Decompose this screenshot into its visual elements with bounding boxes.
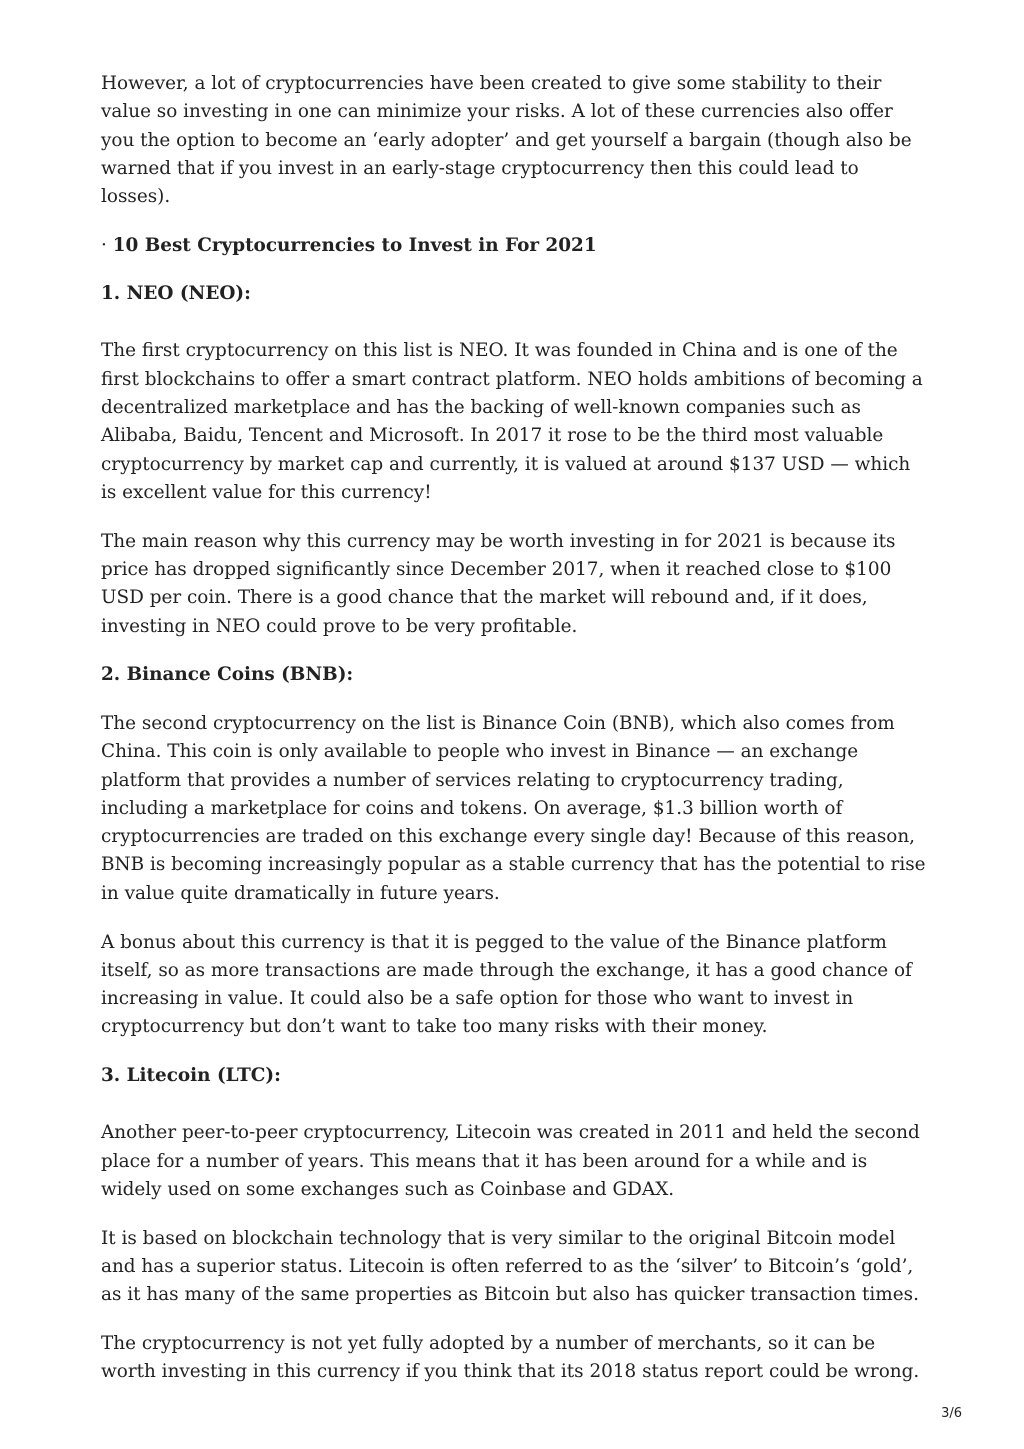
intro-paragraph: However, a lot of cryptocurrencies have been created to give some stability to their value so investing in one can minimize your risks. A lot of these currencies also offer you the option to become an ‘early adopter’ and get yourself a bargain (though also be warned that if you invest in an early-stage cryptocurrency then this could lead to losses).	[101, 73, 912, 208]
article-body	[101, 70, 931, 1407]
bnb-paragraph-2: A bonus about this currency is that it is pegged to the value of the Binance platform itself, so as more transactions are made through the exchange, it has a good chance of increasing in value. It could also be a safe option for those who want to invest in cryptocurrency but don’t want to take too many risks with their money.	[101, 931, 912, 1038]
ltc-paragraph-3: The cryptocurrency is not yet fully adopted by a number of merchants, so it can be worth investing in this currency if you think that its 2018 status report could be wrong.	[101, 1333, 920, 1383]
list-heading-text: 10 Best Cryptocurrencies to Invest in For 2021	[112, 234, 597, 256]
list-heading	[101, 232, 931, 260]
page-number: 3/6	[941, 1406, 962, 1421]
section-heading-neo: 1. NEO (NEO):	[101, 283, 251, 305]
neo-paragraph-1: The first cryptocurrency on this list is NEO. It was founded in China and is one of the first blockchains to offer a smart contract platform. NEO holds ambitions of becoming a decentralized marketplace and has the backing of well-known companies such as Alibaba, Baidu, Tencent and Microsoft. In 2017 it rose to be the third most valuable cryptocurrency by market cap and currently, it is valued at around $137 USD — which is excellent value for this currency!	[101, 340, 923, 503]
neo-paragraph-2: The main reason why this currency may be worth investing in for 2021 is because its price has dropped significantly since December 2017, when it reached close to $100 USD per coin. There is a good chance that the market will rebound and, if it does, investing in NEO could prove to be very profitable.	[101, 530, 896, 637]
ltc-paragraph-2: It is based on blockchain technology that is very similar to the original Bitcoin model and has a superior status. Litecoin is often referred to as the ‘silver’ to Bitcoin’s ‘gold’, as it has many of the same properties as Bitcoin but also has quicker transaction times.	[101, 1227, 919, 1306]
section-heading-ltc: 3. Litecoin (LTC):	[101, 1065, 281, 1087]
ltc-paragraph-1: Another peer-to-peer cryptocurrency, Litecoin was created in 2011 and held the second place for a number of years. This means that it has been around for a while and is widely used on some exchanges such as Coinbase and GDAX.	[101, 1122, 920, 1200]
section-heading-bnb: 2. Binance Coins (BNB):	[101, 664, 354, 686]
bnb-paragraph-1: The second cryptocurrency on the list is Binance Coin (BNB), which also comes from China. This coin is only available to people who invest in Binance — an exchange platform that provides a number of services relating to cryptocurrency trading, including a marketplace for coins and tokens. On average, $1.3 billion worth of cryptocurrencies are traded on this exchange every single day! Because of this reason, BNB is becoming increasingly popular as a stable currency that has the potential to rise in value quite dramatically in future years.	[101, 712, 926, 904]
list-heading-bullet: ·	[101, 234, 113, 256]
